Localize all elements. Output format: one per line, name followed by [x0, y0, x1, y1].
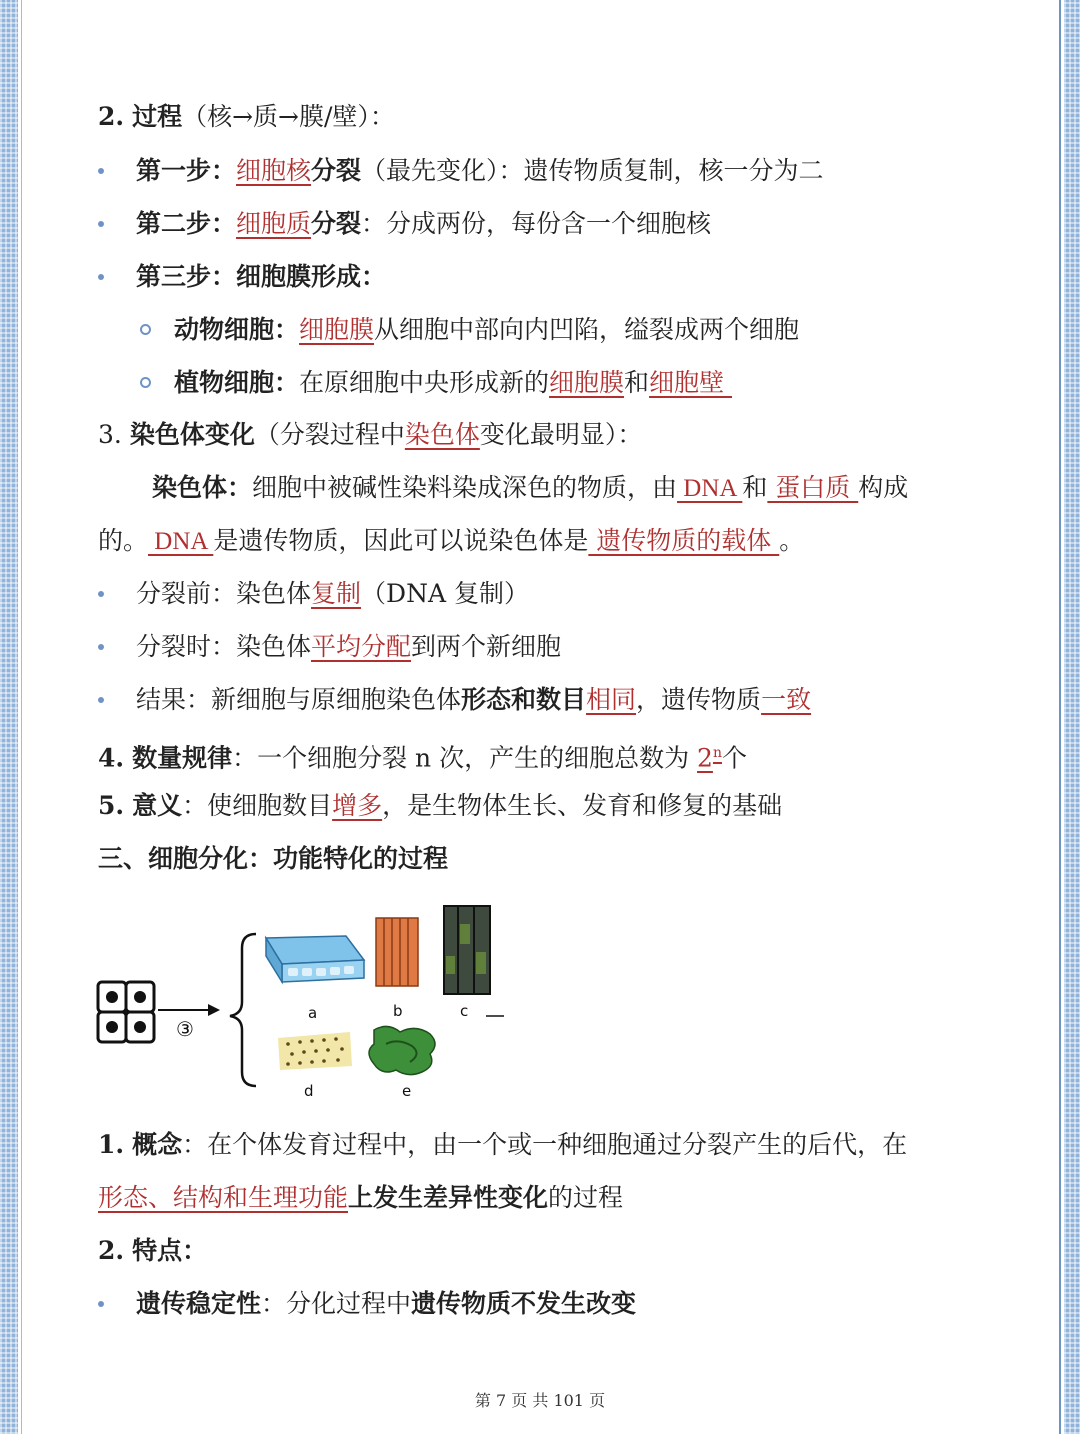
result-line: [136, 683, 811, 717]
label-a: a: [308, 1004, 318, 1022]
tissue-c-vascular: [444, 906, 490, 994]
blank-answer: 细胞壁: [649, 368, 733, 397]
bullet-dot: [98, 274, 104, 280]
term-label: 遗传稳定性: [136, 1289, 262, 1318]
bullet-dot: [98, 1301, 104, 1307]
body-text: ：使细胞数目: [182, 791, 333, 820]
body-text: 。: [779, 526, 805, 555]
body-text: （分裂过程中: [254, 420, 405, 449]
label-b: b: [393, 1002, 403, 1020]
section-heading-chromosome: [98, 418, 642, 452]
body-text: ：分成两份，每份含一个细胞核: [361, 209, 712, 238]
step-label: 第一步：: [136, 156, 237, 185]
step-number-label: ③: [176, 1017, 194, 1041]
curly-brace: [230, 934, 256, 1086]
blank-answer: DNA: [677, 475, 743, 502]
body-text: 从细胞中部向内凹陷，缢裂成两个细胞: [374, 315, 800, 344]
figure-svg: [96, 894, 506, 1110]
term-label: 染色体：: [152, 473, 253, 502]
heading-number: 4.: [98, 743, 125, 773]
concept-line-cont: [98, 1181, 623, 1215]
blank-answer: 细胞核: [236, 156, 312, 185]
plant-cell-line: [174, 366, 732, 400]
blank-answer: 细胞膜: [299, 315, 375, 344]
page-number-footer: 第 7 页 共 101 页: [474, 1391, 606, 1410]
chromosome-definition-line: [152, 471, 908, 505]
label-c: c: [460, 1002, 469, 1020]
bullet-dot: [98, 591, 104, 597]
bullet-dot: [98, 221, 104, 227]
section-title: 三、细胞分化：功能特化的过程: [98, 844, 449, 873]
label-e: e: [402, 1082, 412, 1100]
sub-label: 植物细胞：: [174, 368, 300, 397]
body-text: 在原细胞中央形成新的: [299, 368, 550, 397]
bold-text: 分裂: [311, 209, 362, 238]
blank-answer: 细胞质: [236, 209, 312, 238]
tissue-e-nerve: [369, 1026, 435, 1074]
cell-differentiation-figure: [96, 894, 506, 1110]
heading-title: 过程: [132, 102, 183, 131]
before-division-line: [136, 577, 529, 611]
body-text: ：一个细胞分裂 n 次，产生的细胞总数为: [232, 743, 698, 773]
blank-answer: 相同: [586, 685, 637, 714]
bullet-dot: [98, 168, 104, 174]
significance-line: [98, 789, 782, 823]
body-text: ：在个体发育过程中，由一个或一种细胞通过分裂产生的后代，在: [182, 1130, 908, 1159]
body-text: 到两个新细胞: [411, 632, 562, 661]
blank-answer: 增多: [332, 791, 383, 820]
sub-bullet-circle: [140, 377, 151, 388]
body-text: 构成: [858, 473, 909, 502]
blank-answer: 细胞膜: [549, 368, 625, 397]
step-label: 第三步：细胞膜形成：: [136, 262, 387, 291]
step-one-line: [136, 154, 824, 188]
body-text: ，遗传物质: [636, 685, 762, 714]
heading-number: 1.: [98, 1130, 125, 1159]
body-text: （最先变化）：遗传物质复制，核一分为二: [361, 156, 824, 185]
heading-title: 染色体变化: [129, 420, 255, 449]
body-text: ，是生物体生长、发育和修复的基础: [382, 791, 783, 820]
four-cell-cluster: [98, 982, 154, 1042]
body-text: 是遗传物质，因此可以说染色体是: [213, 526, 589, 555]
body-text: （DNA 复制）: [361, 579, 529, 608]
tissue-a-epithelial: [266, 936, 364, 982]
chromosome-definition-cont: [98, 524, 804, 558]
tissue-d-connective: [278, 1032, 352, 1070]
heading-title: 特点：: [132, 1236, 208, 1265]
body-text: 个: [721, 743, 747, 773]
blank-answer: 一致: [761, 685, 812, 714]
concept-line: [98, 1128, 907, 1162]
label-d: d: [304, 1082, 314, 1100]
body-text: 变化最明显）：: [479, 420, 643, 449]
blank-answer: 复制: [311, 579, 362, 608]
blank-answer: 遗传物质的载体: [588, 526, 780, 555]
bullet-dot: [98, 697, 104, 703]
heading-title: 意义: [132, 791, 183, 820]
heading-number: 2.: [98, 102, 125, 131]
section-heading-differentiation: [98, 842, 448, 876]
heading-title: 概念: [132, 1130, 183, 1159]
blank-answer: 蛋白质: [767, 473, 859, 502]
body-text: 结果：新细胞与原细胞染色体: [136, 685, 462, 714]
step-two-line: [136, 207, 711, 241]
arrow-icon: [158, 1004, 220, 1016]
body-text: ：分化过程中: [261, 1289, 412, 1318]
blank-answer: 2: [697, 743, 713, 773]
genetic-stability-line: [136, 1287, 636, 1321]
heading-number: 3.: [98, 420, 122, 449]
body-text: 分裂时：染色体: [136, 632, 312, 661]
step-three-line: [136, 260, 386, 294]
blank-answer: 染色体: [404, 420, 480, 449]
blank-answer: 形态、结构和生理功能: [98, 1183, 349, 1212]
body-text: 分裂前：染色体: [136, 579, 312, 608]
sub-bullet-circle: [140, 324, 151, 335]
body-text: 和: [742, 473, 768, 502]
bold-text: 上发生差异性变化: [348, 1183, 549, 1212]
bold-text: 遗传物质不发生改变: [411, 1289, 637, 1318]
heading-number: 2.: [98, 1236, 125, 1265]
features-heading: [98, 1234, 207, 1268]
section-heading-process: [98, 100, 395, 134]
quantity-rule-line: [98, 736, 747, 773]
body-text: 的过程: [548, 1183, 624, 1212]
step-label: 第二步：: [136, 209, 237, 238]
bold-text: 分裂: [311, 156, 362, 185]
animal-cell-line: [174, 313, 799, 347]
left-page-border: [0, 0, 18, 1434]
blank-answer: DNA: [148, 528, 214, 555]
tissue-b-muscle: [376, 918, 418, 986]
heading-note: （核→质→膜/壁）：: [182, 102, 395, 131]
superscript-n: n: [712, 745, 722, 761]
bold-text: 形态和数目: [461, 685, 587, 714]
body-text: 细胞中被碱性染料染成深色的物质，由: [252, 473, 678, 502]
body-text: 的。: [98, 526, 149, 555]
body-text: 和: [624, 368, 650, 397]
right-page-border: [1064, 0, 1080, 1434]
during-division-line: [136, 630, 561, 664]
sub-label: 动物细胞：: [174, 315, 300, 344]
heading-number: 5.: [98, 791, 125, 820]
heading-title: 数量规律: [132, 743, 233, 773]
blank-answer: 平均分配: [311, 632, 412, 661]
bullet-dot: [98, 644, 104, 650]
